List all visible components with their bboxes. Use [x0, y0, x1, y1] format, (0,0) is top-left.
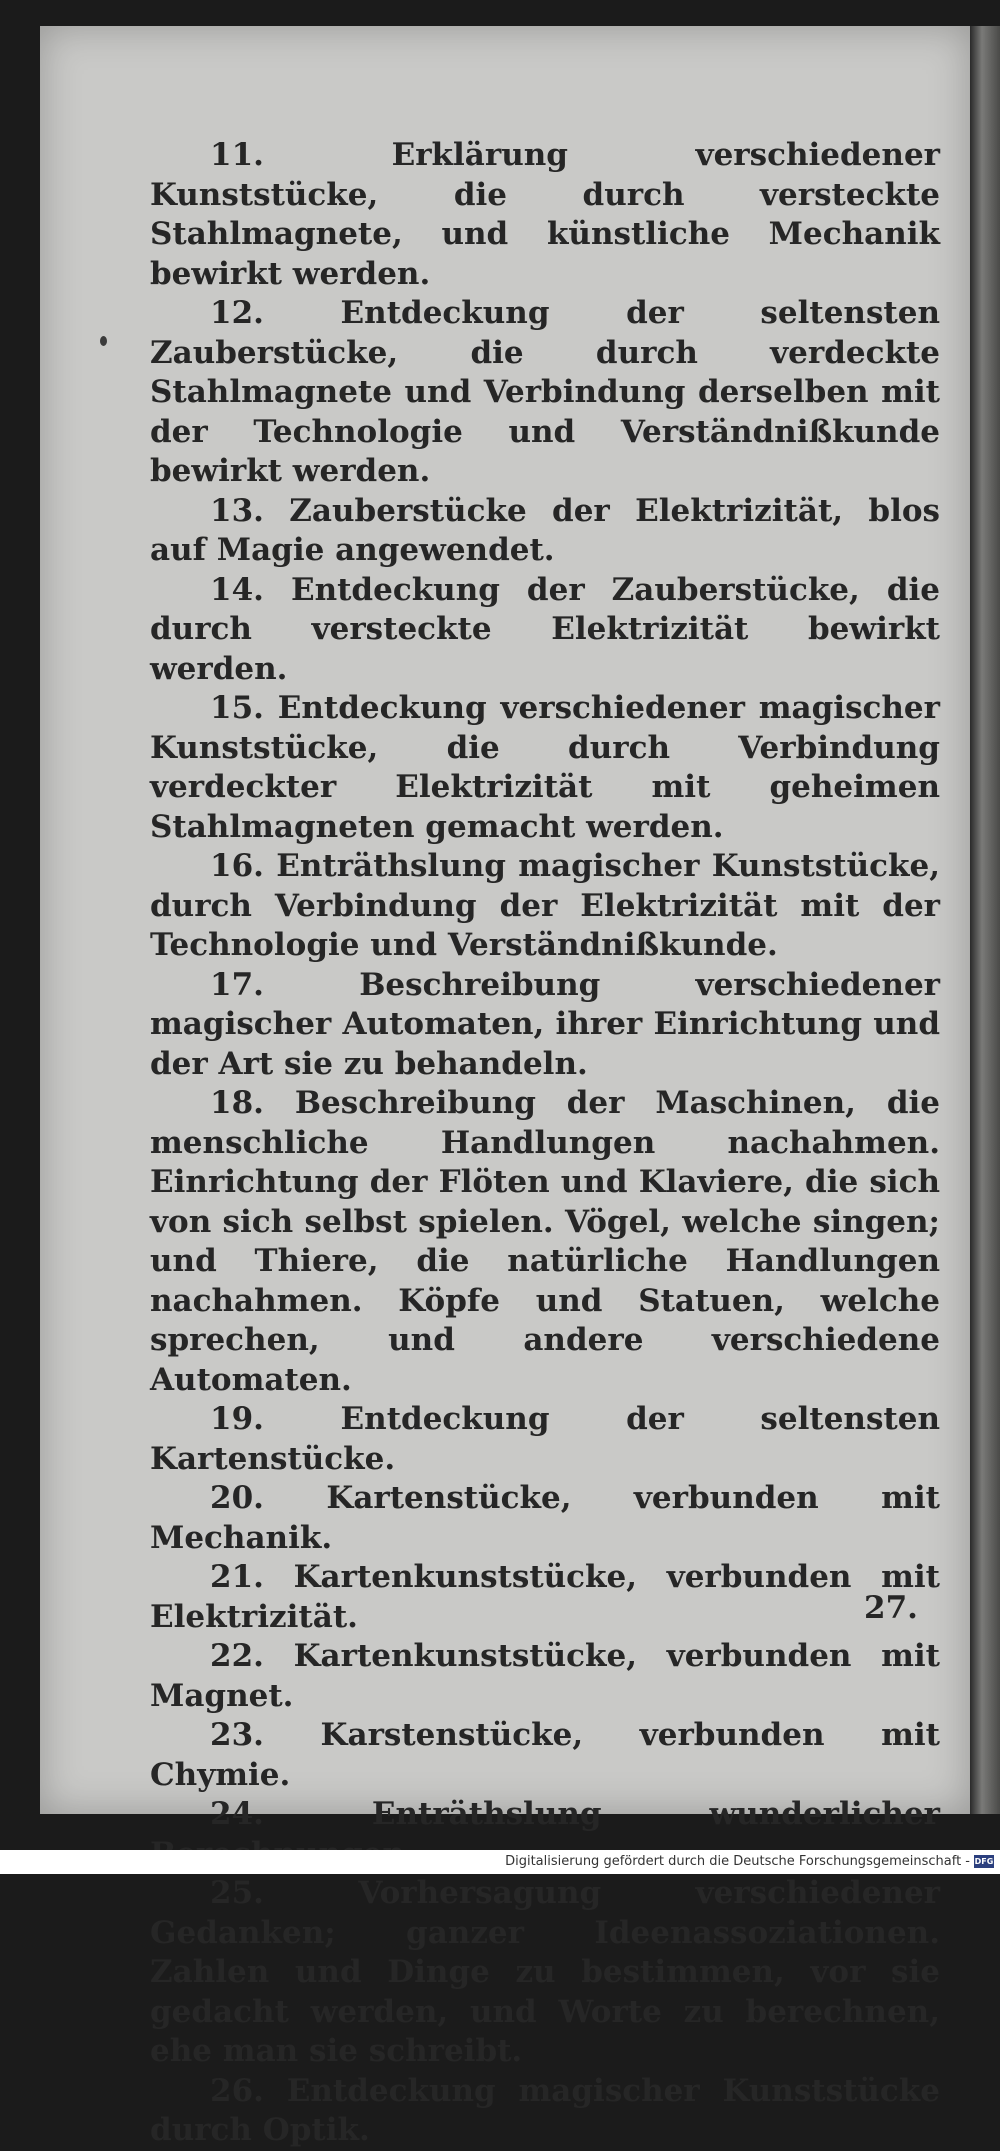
item-text: Beschreibung verschiedener magischer Automaten, ihrer Einrichtung und der Art sie zu behandeln.	[150, 966, 940, 1082]
item-text: Enträthslung magischer Kunststücke, durch Verbindung der Elektrizität mit der Technologie und Verständnißkunde.	[150, 848, 941, 963]
item-number: 20.	[210, 1480, 264, 1516]
list-item	[150, 571, 940, 690]
item-number: 22.	[210, 1638, 264, 1674]
item-text: Beschreibung der Maschinen, die menschliche Handlungen nachahmen. Einrichtung der Flöten und Klaviere, die sich von sich selbst spielen. Vögel, welche singen; und Thiere, die natürliche Handlungen nachahmen. Köpfe und Statuen, welche sprechen, und andere verschiedene Automaten.	[150, 1085, 940, 1398]
item-number: 17.	[210, 966, 264, 1003]
item-text: Karstenstücke, verbunden mit Chymie.	[150, 1717, 940, 1793]
list-item	[150, 1558, 940, 1637]
item-number: 16.	[210, 848, 264, 884]
item-text: Kartenkunststücke, verbunden mit Magnet.	[150, 1638, 940, 1714]
item-number: 21.	[210, 1559, 264, 1595]
digitization-footer	[0, 1850, 1000, 1874]
item-text: Entdeckung magischer Kunststücke durch Optik.	[150, 2072, 941, 2148]
item-text: Kartenstücke, verbunden mit Mechanik.	[150, 1480, 941, 1556]
list-item	[150, 689, 940, 847]
item-text: Zauberstücke der Elektrizität, blos auf Magie angewendet.	[150, 492, 940, 568]
item-number: 13.	[210, 492, 264, 529]
item-number: 26.	[210, 2072, 264, 2109]
item-text: Entdeckung der seltensten Zauberstücke, die durch verdeckte Stahlmagnete und Verbindung derselben mit der Technologie und Verständnißkunde bewirkt werden.	[150, 295, 940, 489]
ink-spot	[100, 336, 107, 346]
list-item	[150, 847, 940, 966]
item-number: 18.	[210, 1085, 264, 1121]
item-text: Entdeckung verschiedener magischer Kunststücke, die durch Verbindung verdeckter Elektrizität mit geheimen Stahlmagneten gemacht werden.	[150, 690, 940, 845]
list-item	[150, 136, 940, 294]
item-number: 25.	[210, 1875, 264, 1911]
dfg-logo-icon: DFG	[974, 1857, 994, 1866]
item-number: 15.	[210, 690, 264, 726]
list-item	[150, 1084, 940, 1400]
item-number: 19.	[210, 1401, 264, 1437]
item-number: 24.	[210, 1796, 264, 1832]
table-of-contents-list	[150, 136, 940, 2151]
item-text: Enträthslung wunderlicher	[371, 1796, 940, 1832]
item-number: 12.	[210, 295, 264, 331]
catchword: 27.	[864, 1590, 918, 1626]
list-item	[150, 294, 940, 492]
list-item	[150, 1479, 940, 1558]
list-item	[150, 1716, 940, 1795]
item-number: 11.	[210, 137, 264, 173]
item-text: Kartenkunststücke, verbunden mit Elektrizität.	[150, 1559, 940, 1635]
item-number: 14.	[210, 571, 264, 608]
item-text: Entdeckung der seltensten Kartenstücke.	[150, 1401, 940, 1477]
list-item	[150, 1874, 940, 2072]
list-item	[150, 966, 940, 1085]
item-text: Vorhersagung verschiedener Gedanken; ganzer Ideenassoziationen. Zahlen und Dinge zu bestimmen, vor sie gedacht werden, und Worte zu berechnen, ehe man sie schreibt.	[150, 1875, 941, 2069]
item-number: 23.	[210, 1717, 264, 1753]
list-item	[150, 492, 940, 571]
footer-credit: Digitalisierung gefördert durch die Deutsche Forschungsgemeinschaft -	[505, 1854, 970, 1869]
list-item	[150, 1400, 940, 1479]
list-item	[150, 1637, 940, 1716]
item-text: Erklärung verschiedener Kunststücke, die durch versteckte Stahlmagnete, und künstliche Mechanik bewirkt werden.	[150, 137, 940, 292]
list-item	[150, 2072, 940, 2151]
book-gutter	[970, 26, 1000, 1814]
item-text: Entdeckung der Zauberstücke, die durch versteckte Elektrizität bewirkt werden.	[150, 571, 940, 687]
